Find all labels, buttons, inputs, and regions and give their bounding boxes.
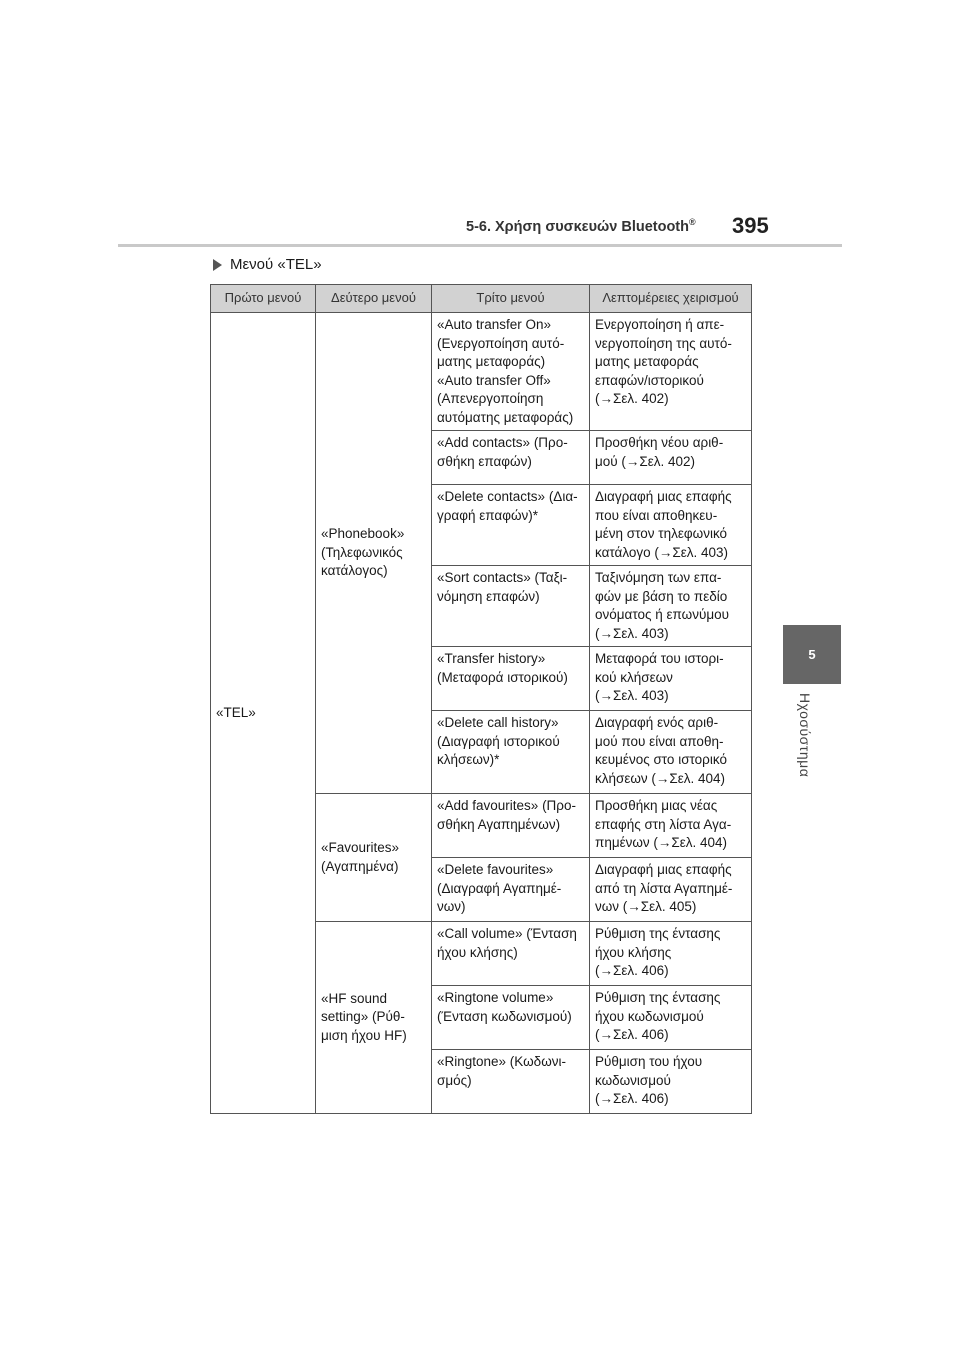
third-menu-cell: «Auto transfer On» (Ενεργοποίηση αυτό- ματης μεταφοράς) «Auto transfer Off» (Απενεργοποίηση αυτόματης μεταφοράς)	[432, 313, 590, 431]
operation-details-cell: Διαγραφή ενός αριθ- μού που είναι αποθη- κευμένος στο ιστορικό κλήσεων (→Σελ. 404)	[590, 711, 752, 794]
third-menu-cell: «Ringtone» (Κωδωνι- σμός)	[432, 1050, 590, 1114]
third-menu-cell: «Transfer history» (Μεταφορά ιστορικού)	[432, 647, 590, 711]
chapter-tab	[783, 625, 841, 684]
page-number: 395	[732, 213, 769, 238]
menu-table	[210, 284, 752, 1114]
column-header-first-menu: Πρώτο μενού	[211, 285, 316, 313]
operation-details-cell: Μεταφορά του ιστορι- κού κλήσεων (→Σελ. 403)	[590, 647, 752, 711]
operation-details-cell: Προσθήκη μιας νέας επαφής στη λίστα Αγα- πημένων (→Σελ. 404)	[590, 794, 752, 858]
operation-details-cell: Προσθήκη νέου αριθ- μού (→Σελ. 402)	[590, 431, 752, 485]
triangle-bullet-icon	[213, 259, 222, 271]
operation-details-cell: Διαγραφή μιας επαφής που είναι αποθηκευ- μένη στον τηλεφωνικό κατάλογο (→Σελ. 403)	[590, 485, 752, 566]
column-header-details: Λεπτομέρειες χειρισμού	[590, 285, 752, 313]
second-menu-cell: «HF sound setting» (Ρύθ- μιση ήχου HF)	[316, 922, 432, 1114]
third-menu-cell: «Delete favourites» (Διαγραφή Αγαπημέ- νων)	[432, 858, 590, 922]
trademark-symbol: ®	[689, 217, 696, 227]
third-menu-cell: «Delete call history» (Διαγραφή ιστορικού κλήσεων)*	[432, 711, 590, 794]
header-rule	[118, 244, 842, 247]
third-menu-cell: «Ringtone volume» (Ένταση κωδωνισμού)	[432, 986, 590, 1050]
operation-details-cell: Ρύθμιση της έντασης ήχου κλήσης (→Σελ. 406)	[590, 922, 752, 986]
table-header-row	[211, 285, 752, 313]
operation-details-cell: Διαγραφή μιας επαφής από τη λίστα Αγαπημέ- νων (→Σελ. 405)	[590, 858, 752, 922]
third-menu-cell: «Add favourites» (Προ- σθήκη Αγαπημένων)	[432, 794, 590, 858]
operation-details-cell: Ρύθμιση του ήχου κωδωνισμού (→Σελ. 406)	[590, 1050, 752, 1114]
section-title-text: 5-6. Χρήση συσκευών Bluetooth	[466, 218, 689, 235]
table-body	[211, 313, 752, 1114]
third-menu-cell: «Call volume» (Ένταση ήχου κλήσης)	[432, 922, 590, 986]
column-header-second-menu: Δεύτερο μενού	[316, 285, 432, 313]
operation-details-cell: Ταξινόμηση των επα- φών με βάση το πεδίο ονόματος ή επωνύμου (→Σελ. 403)	[590, 566, 752, 647]
third-menu-cell: «Sort contacts» (Ταξι- νόμηση επαφών)	[432, 566, 590, 647]
section-title	[466, 217, 696, 235]
third-menu-cell: «Add contacts» (Προ- σθήκη επαφών)	[432, 431, 590, 485]
table-row	[211, 313, 752, 431]
chapter-number: 5	[808, 647, 816, 662]
first-menu-cell: «TEL»	[211, 313, 316, 1114]
operation-details-cell: Ρύθμιση της έντασης ήχου κωδωνισμού (→Σελ. 406)	[590, 986, 752, 1050]
operation-details-cell: Ενεργοποίηση ή απε- νεργοποίηση της αυτό- ματης μεταφοράς επαφών/ιστορικού (→Σελ. 402)	[590, 313, 752, 431]
section-heading-text: Μενού «TEL»	[230, 256, 322, 273]
second-menu-cell: «Favourites» (Αγαπημένα)	[316, 794, 432, 922]
chapter-title: Ηχοσύστημα	[797, 693, 813, 778]
section-heading	[213, 256, 322, 273]
column-header-third-menu: Τρίτο μενού	[432, 285, 590, 313]
second-menu-cell: «Phonebook» (Τηλεφωνικός κατάλογος)	[316, 313, 432, 794]
third-menu-cell: «Delete contacts» (Δια- γραφή επαφών)*	[432, 485, 590, 566]
